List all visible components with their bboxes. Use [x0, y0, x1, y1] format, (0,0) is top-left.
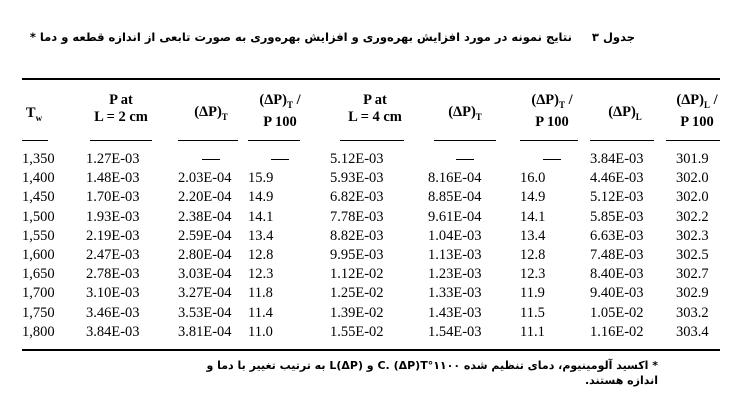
table-cell: 3.46E-03: [86, 304, 140, 321]
table-cell: 1.33E-03: [428, 285, 482, 302]
table-cell: 13.4: [520, 227, 546, 244]
header-underline: [248, 140, 300, 141]
column-header: P at L = 4 cm: [348, 92, 402, 125]
table-bottom-rule: [22, 349, 720, 351]
table-cell: 1.25E-02: [330, 285, 384, 302]
table-cell: 9.95E-03: [330, 247, 384, 263]
header-underline: [520, 140, 578, 141]
empty-dash: [271, 159, 289, 160]
table-cell: 7.78E-03: [330, 208, 384, 225]
caption-text: نتایج نمونه در مورد افزایش بهره‌وری و افزایش بهره‌وری به صورت تابعی از اندازه قطعه و دما *: [29, 30, 572, 44]
table-cell: 1,500: [22, 208, 55, 225]
table-cell: 3.84E-03: [590, 151, 644, 167]
header-underline: [22, 140, 48, 141]
table-cell: 15.9: [248, 170, 274, 187]
table-cell: 2.78E-03: [86, 266, 140, 283]
table-cell: 1,450: [22, 189, 55, 206]
table-cell: 3.84E-03: [86, 323, 140, 340]
table-cell: 8.16E-04: [428, 170, 482, 187]
table-cell: 1.55E-02: [330, 323, 384, 340]
table-cell: 2.38E-04: [178, 208, 232, 225]
table-cell: 14.1: [248, 208, 274, 225]
table-cell: [202, 151, 220, 168]
header-underline: [434, 140, 496, 141]
table-cell: 12.3: [248, 266, 274, 283]
column-header: $(\Delta P)_L$ / P 100: [676, 92, 718, 130]
table-cell: 3.10E-03: [86, 285, 140, 302]
table-cell: 8.82E-03: [330, 227, 384, 244]
table-cell: 302.5: [676, 247, 709, 263]
table-cell: 14.1: [520, 208, 546, 225]
table-cell: 3.53E-04: [178, 304, 232, 321]
header-underline: [178, 140, 238, 141]
table-cell: 1.05E-02: [590, 304, 644, 321]
table-cell: 2.47E-03: [86, 247, 140, 263]
table-cell: 2.20E-04: [178, 189, 232, 206]
table-cell: 11.9: [520, 285, 545, 302]
table-cell: 1.54E-03: [428, 323, 482, 340]
table-cell: 5.93E-03: [330, 170, 384, 187]
table-cell: 11.1: [520, 323, 545, 340]
table-cell: 1.12E-02: [330, 266, 384, 283]
table-cell: 1.39E-02: [330, 304, 384, 321]
table-cell: 8.40E-03: [590, 266, 644, 283]
table-cell: 11.8: [248, 285, 273, 302]
empty-dash: [456, 159, 474, 160]
table-cell: 302.9: [676, 285, 709, 302]
table-cell: 4.46E-03: [590, 170, 644, 187]
table-cell: 1,650: [22, 266, 55, 283]
table-cell: 1,700: [22, 285, 55, 302]
empty-dash: [202, 159, 220, 160]
column-header: $(\Delta P)_T$ / P 100: [259, 92, 301, 130]
table-cell: [543, 151, 561, 168]
table-cell: 11.5: [520, 304, 545, 321]
empty-dash: [543, 159, 561, 160]
table-cell: 301.9: [676, 151, 709, 167]
table-cell: [271, 151, 289, 168]
table-cell: 3.81E-04: [178, 323, 232, 340]
table-footnote: * اکسید آلومینیوم، دمای تنظیم شده ۱۱۰۰°C. (ΔP)T و (ΔP)L به ترتیب تغییر با دما و اندازه هستند.: [206, 359, 658, 387]
column-header: P at L = 2 cm: [94, 92, 148, 125]
column-header: $T_w$: [25, 105, 43, 123]
table-cell: 302.7: [676, 266, 709, 283]
table-cell: 1.43E-03: [428, 304, 482, 321]
table-cell: 302.0: [676, 170, 709, 187]
header-underline: [590, 140, 654, 141]
column-header: $(\Delta P)_T$: [448, 104, 482, 122]
table-cell: 5.85E-03: [590, 208, 644, 225]
table-cell: 302.3: [676, 227, 709, 244]
table-cell: 1.48E-03: [86, 170, 140, 187]
table-cell: 303.2: [676, 304, 709, 321]
table-cell: 6.63E-03: [590, 227, 644, 244]
table-cell: 14.9: [520, 189, 546, 206]
table-caption: [29, 30, 635, 44]
table-cell: 1.04E-03: [428, 227, 482, 244]
table-cell: 1.27E-03: [86, 151, 140, 167]
table-cell: 303.4: [676, 323, 709, 340]
table-cell: 3.27E-04: [178, 285, 232, 302]
column-header: $(\Delta P)_T$: [194, 104, 228, 122]
table-cell: 6.82E-03: [330, 189, 384, 206]
table-cell: 1,400: [22, 170, 55, 187]
table-cell: 2.03E-04: [178, 170, 232, 187]
table-cell: 11.0: [248, 323, 273, 340]
table-cell: 5.12E-03: [590, 189, 644, 206]
table-cell: 1,750: [22, 304, 55, 321]
table-cell: [456, 151, 474, 168]
table-cell: 1,550: [22, 227, 55, 244]
table-top-rule: [22, 78, 720, 80]
header-underline: [666, 140, 720, 141]
table-cell: 13.4: [248, 227, 274, 244]
table-cell: 3.03E-04: [178, 266, 232, 283]
header-underline: [90, 140, 152, 141]
caption-label: جدول ۳: [591, 30, 635, 44]
table-cell: 2.19E-03: [86, 227, 140, 244]
table-cell: 1.13E-03: [428, 247, 482, 263]
table-cell: 9.40E-03: [590, 285, 644, 302]
column-header: $(\Delta P)_T$ / P 100: [531, 92, 573, 130]
table-cell: 1.16E-02: [590, 323, 644, 340]
table-cell: 302.2: [676, 208, 709, 225]
table-cell: 1,600: [22, 247, 55, 263]
table-cell: 1,350: [22, 151, 55, 167]
table-cell: 12.8: [520, 247, 546, 263]
table-cell: 1.93E-03: [86, 208, 140, 225]
table-cell: 9.61E-04: [428, 208, 482, 225]
table-cell: 14.9: [248, 189, 274, 206]
table-cell: 1.23E-03: [428, 266, 482, 283]
table-cell: 12.8: [248, 247, 274, 263]
table-cell: 1.70E-03: [86, 189, 140, 206]
table-cell: 7.48E-03: [590, 247, 644, 263]
table-cell: 8.85E-04: [428, 189, 482, 206]
table-cell: 5.12E-03: [330, 151, 384, 167]
table-cell: 302.0: [676, 189, 709, 206]
table-cell: 2.59E-04: [178, 227, 232, 244]
table-cell: 16.0: [520, 170, 546, 187]
table-cell: 1,800: [22, 323, 55, 340]
table-cell: 11.4: [248, 304, 273, 321]
table-cell: 2.80E-04: [178, 247, 232, 263]
header-underline: [340, 140, 404, 141]
table-cell: 12.3: [520, 266, 546, 283]
column-header: $(\Delta P)_L$: [608, 104, 642, 122]
